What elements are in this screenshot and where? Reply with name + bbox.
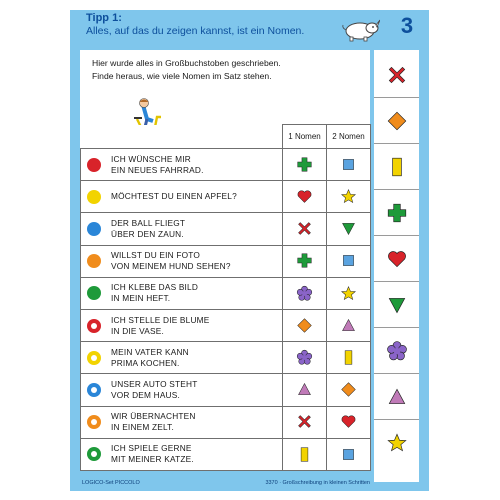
- one-noun-cell[interactable]: [283, 245, 327, 277]
- triangle-down-symbol-icon: [386, 294, 408, 316]
- row-marker-dot: [87, 351, 101, 365]
- square-symbol-icon: [340, 252, 357, 269]
- row-marker-dot: [87, 286, 101, 300]
- table-row: [81, 213, 371, 245]
- square-symbol-icon: [340, 156, 357, 173]
- instructions: [92, 57, 362, 83]
- x-symbol-icon: [386, 64, 408, 86]
- sentence-line-2: ÜBER DEN ZAUN.: [111, 228, 184, 239]
- diamond-symbol-icon: [340, 381, 357, 398]
- one-noun-cell[interactable]: [283, 438, 327, 470]
- one-noun-cell[interactable]: [283, 342, 327, 374]
- sentence-line-1: UNSER AUTO STEHT: [111, 378, 198, 389]
- sentence-line-2: PRIMA KOCHEN.: [111, 357, 180, 368]
- sentence-text: [111, 347, 189, 369]
- column-header-1-noun: 1 Nomen: [283, 125, 327, 149]
- flower-symbol-icon: [296, 285, 313, 302]
- x-symbol-icon: [296, 413, 313, 430]
- row-marker-dot: [87, 383, 101, 397]
- two-nouns-cell[interactable]: [327, 438, 371, 470]
- sentence-text: [111, 250, 231, 272]
- triangle-up-symbol-icon: [296, 381, 313, 398]
- table-row: [81, 245, 371, 277]
- star-symbol-icon: [340, 285, 357, 302]
- sentence-text: [111, 154, 204, 176]
- tip-text: Alles, auf das du zeigen kannst, ist ein Nomen.: [86, 25, 305, 37]
- row-marker-dot: [87, 222, 101, 236]
- sentence-cell: [81, 406, 283, 438]
- sentence-text: [111, 282, 198, 304]
- triangle-up-symbol-icon: [340, 317, 357, 334]
- sentence-cell: [81, 342, 283, 374]
- rhino-icon: [340, 16, 380, 42]
- heart-symbol-icon: [296, 188, 313, 205]
- row-marker-dot: [87, 415, 101, 429]
- cross-symbol-icon: [386, 202, 408, 224]
- one-noun-cell[interactable]: [283, 374, 327, 406]
- x-symbol-icon: [296, 220, 313, 237]
- one-noun-cell[interactable]: [283, 181, 327, 213]
- one-noun-cell[interactable]: [283, 149, 327, 181]
- sentence-line-2: IN EINEM ZELT.: [111, 422, 175, 433]
- flower-symbol-icon: [386, 340, 408, 362]
- answer-tile[interactable]: [374, 420, 419, 466]
- answer-tile[interactable]: [374, 98, 419, 144]
- row-marker-dot: [87, 190, 101, 204]
- table-row: [81, 277, 371, 309]
- sentence-line-2: IN MEIN HEFT.: [111, 293, 171, 304]
- row-marker-dot: [87, 319, 101, 333]
- sentence-cell: [81, 277, 283, 309]
- two-nouns-cell[interactable]: [327, 309, 371, 341]
- triangle-down-symbol-icon: [340, 220, 357, 237]
- two-nouns-cell[interactable]: [327, 181, 371, 213]
- instruction-line-2: Finde heraus, wie viele Nomen im Satz stehen.: [92, 71, 272, 81]
- two-nouns-cell[interactable]: [327, 149, 371, 181]
- flower-symbol-icon: [296, 349, 313, 366]
- sentence-line-2: VOR DEM HAUS.: [111, 389, 180, 400]
- sentence-line-1: ICH STELLE DIE BLUME: [111, 314, 210, 325]
- star-symbol-icon: [386, 432, 408, 454]
- table-header-blank: [81, 125, 283, 149]
- sentence-line-1: DER BALL FLIEGT: [111, 217, 186, 228]
- triangle-up-symbol-icon: [386, 386, 408, 408]
- sentence-text: [111, 191, 237, 202]
- one-noun-cell[interactable]: [283, 406, 327, 438]
- sentence-cell: [81, 309, 283, 341]
- table-row: [81, 438, 371, 470]
- footer-product: LOGICO-Set PICCOLO: [82, 480, 140, 486]
- star-symbol-icon: [340, 188, 357, 205]
- sentence-line-1: ICH SPIELE GERNE: [111, 443, 192, 454]
- one-noun-cell[interactable]: [283, 213, 327, 245]
- square-symbol-icon: [340, 446, 357, 463]
- answer-tile[interactable]: [374, 236, 419, 282]
- card-number: 3: [400, 13, 414, 38]
- table-row: [81, 181, 371, 213]
- row-marker-dot: [87, 447, 101, 461]
- sentence-cell: [81, 374, 283, 406]
- sentence-line-1: ICH KLEBE DAS BILD: [111, 282, 199, 293]
- sentence-text: [111, 411, 196, 433]
- sentence-cell: [81, 438, 283, 470]
- two-nouns-cell[interactable]: [327, 213, 371, 245]
- two-nouns-cell[interactable]: [327, 406, 371, 438]
- two-nouns-cell[interactable]: [327, 374, 371, 406]
- answer-tile[interactable]: [374, 190, 419, 236]
- rect-symbol-icon: [296, 446, 313, 463]
- sentence-text: [111, 443, 194, 465]
- table-row: [81, 342, 371, 374]
- rect-symbol-icon: [386, 156, 408, 178]
- footer-title: 3370 · Großschreibung in kleinen Schritten: [265, 480, 370, 486]
- sentence-line-1: WIR ÜBERNACHTEN: [111, 411, 196, 422]
- answer-tile[interactable]: [374, 374, 419, 420]
- table-row: [81, 374, 371, 406]
- heart-symbol-icon: [340, 413, 357, 430]
- sentence-cell: [81, 213, 283, 245]
- rect-symbol-icon: [340, 349, 357, 366]
- answer-tile[interactable]: [374, 282, 419, 328]
- row-marker-dot: [87, 254, 101, 268]
- sentence-line-2: MIT MEINER KATZE.: [111, 454, 194, 465]
- sentence-text: [111, 218, 185, 240]
- two-nouns-cell[interactable]: [327, 342, 371, 374]
- two-nouns-cell[interactable]: [327, 277, 371, 309]
- instruction-line-1: Hier wurde alles in Großbuchstoben geschrieben.: [92, 58, 281, 68]
- one-noun-cell[interactable]: [283, 309, 327, 341]
- noun-count-table: [80, 124, 371, 471]
- answer-tile[interactable]: [374, 144, 419, 190]
- sentence-cell: [81, 245, 283, 277]
- sentence-line-2: IN DIE VASE.: [111, 325, 164, 336]
- diamond-symbol-icon: [386, 110, 408, 132]
- two-nouns-cell[interactable]: [327, 245, 371, 277]
- one-noun-cell[interactable]: [283, 277, 327, 309]
- table-row: [81, 309, 371, 341]
- answer-tile[interactable]: [374, 52, 419, 98]
- sentence-cell: [81, 181, 283, 213]
- answer-tile[interactable]: [374, 328, 419, 374]
- column-header-2-nouns: 2 Nomen: [327, 125, 371, 149]
- sentence-text: [111, 379, 198, 401]
- sentence-line-1: MÖCHTEST DU EINEN APFEL?: [111, 191, 237, 202]
- cross-symbol-icon: [296, 156, 313, 173]
- sentence-line-2: VON MEINEM HUND SEHEN?: [111, 261, 231, 272]
- table-row: [81, 149, 371, 181]
- sentence-cell: [81, 149, 283, 181]
- cross-symbol-icon: [296, 252, 313, 269]
- sentence-text: [111, 315, 210, 337]
- table-row: [81, 406, 371, 438]
- heart-symbol-icon: [386, 248, 408, 270]
- sentence-line-2: EIN NEUES FAHRRAD.: [111, 164, 204, 175]
- sentence-line-1: MEIN VATER KANN: [111, 346, 189, 357]
- row-marker-dot: [87, 158, 101, 172]
- tip-title: Tipp 1:: [86, 12, 122, 24]
- diamond-symbol-icon: [296, 317, 313, 334]
- sentence-line-1: WILLST DU EIN FOTO: [111, 250, 201, 261]
- sentence-line-1: ICH WÜNSCHE MIR: [111, 153, 191, 164]
